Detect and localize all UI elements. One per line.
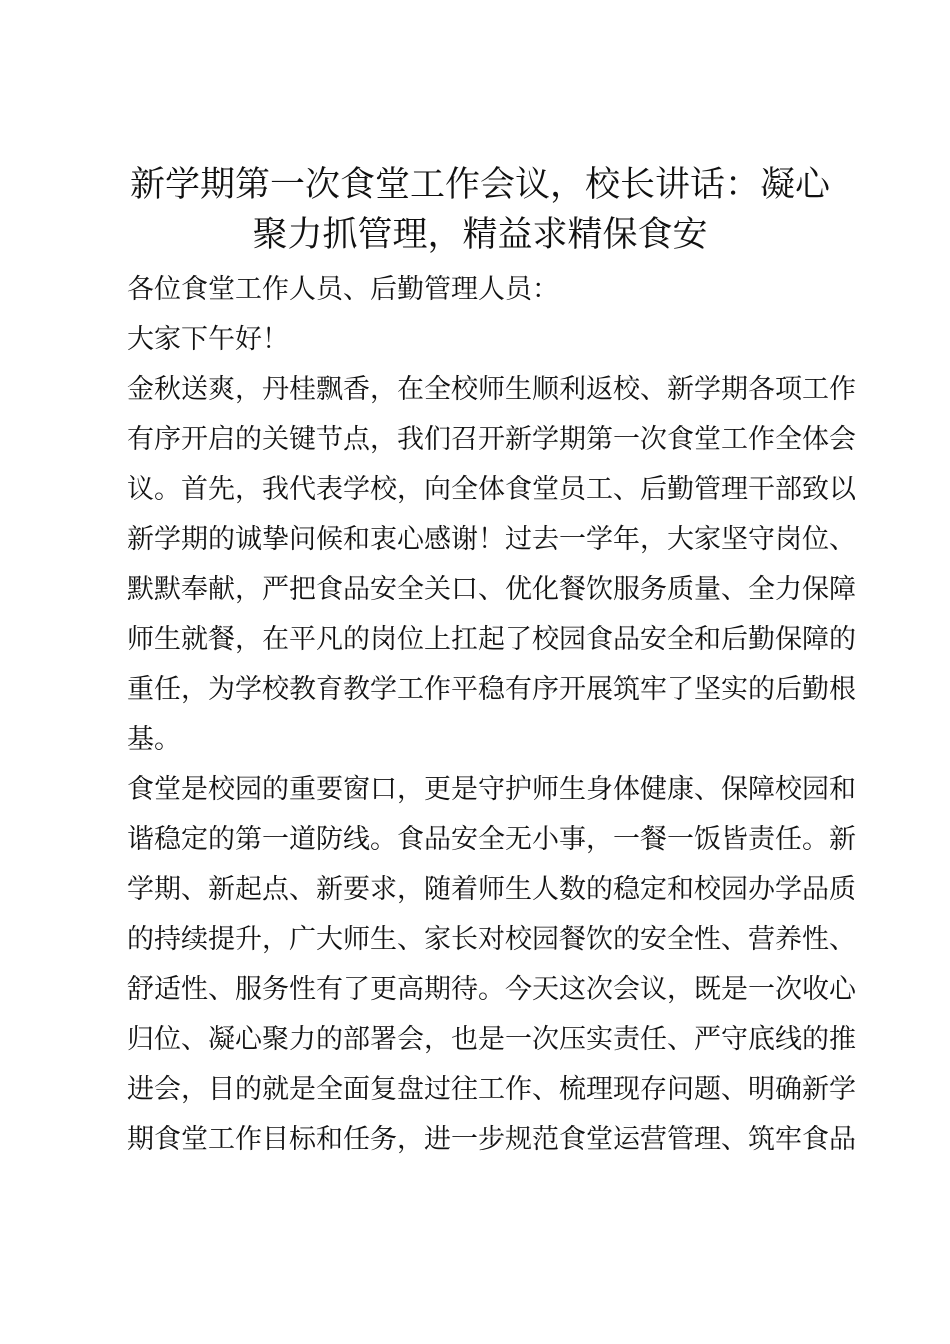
- paragraph-line: 师生就餐，在平凡的岗位上扛起了校园食品安全和后勤保障的: [127, 624, 856, 655]
- paragraph-line: 谐稳定的第一道防线。食品安全无小事，一餐一饭皆责任。新: [127, 824, 856, 855]
- paragraph-1: [127, 365, 856, 765]
- document-title: [127, 160, 833, 260]
- paragraph-line: 有序开启的关键节点，我们召开新学期第一次食堂工作全体会: [127, 424, 856, 455]
- document-page: [127, 160, 856, 1165]
- paragraph-line: 食堂是校园的重要窗口，更是守护师生身体健康、保障校园和: [127, 774, 856, 805]
- title-line: 聚力抓管理，精益求精保食安: [252, 215, 708, 255]
- paragraph-line: 金秋送爽，丹桂飘香，在全校师生顺利返校、新学期各项工作: [127, 374, 856, 405]
- paragraph-2: [127, 765, 856, 1165]
- paragraph-line: 进会，目的就是全面复盘过往工作、梳理现存问题、明确新学: [127, 1074, 856, 1105]
- paragraph-line: 学期、新起点、新要求，随着师生人数的稳定和校园办学品质: [127, 874, 856, 905]
- paragraph-line: 基。: [127, 724, 181, 755]
- paragraph-line: 期食堂工作目标和任务，进一步规范食堂运营管理、筑牢食品: [127, 1124, 856, 1155]
- paragraph-line: 新学期的诚挚问候和衷心感谢！过去一学年，大家坚守岗位、: [127, 524, 856, 555]
- paragraph-line: 舒适性、服务性有了更高期待。今天这次会议，既是一次收心: [127, 974, 856, 1005]
- paragraph-line: 的持续提升，广大师生、家长对校园餐饮的安全性、营养性、: [127, 924, 856, 955]
- paragraph-line: 归位、凝心聚力的部署会，也是一次压实责任、严守底线的推: [127, 1024, 856, 1055]
- salutation: 各位食堂工作人员、后勤管理人员：: [127, 274, 559, 305]
- paragraph-line: 默默奉献，严把食品安全关口、优化餐饮服务质量、全力保障: [127, 574, 856, 605]
- title-line: 新学期第一次食堂工作会议，校长讲话：凝心: [129, 165, 830, 205]
- paragraph-line: 重任，为学校教育教学工作平稳有序开展筑牢了坚实的后勤根: [127, 674, 856, 705]
- greeting: 大家下午好！: [127, 324, 289, 355]
- paragraph-line: 议。首先，我代表学校，向全体食堂员工、后勤管理干部致以: [127, 474, 856, 505]
